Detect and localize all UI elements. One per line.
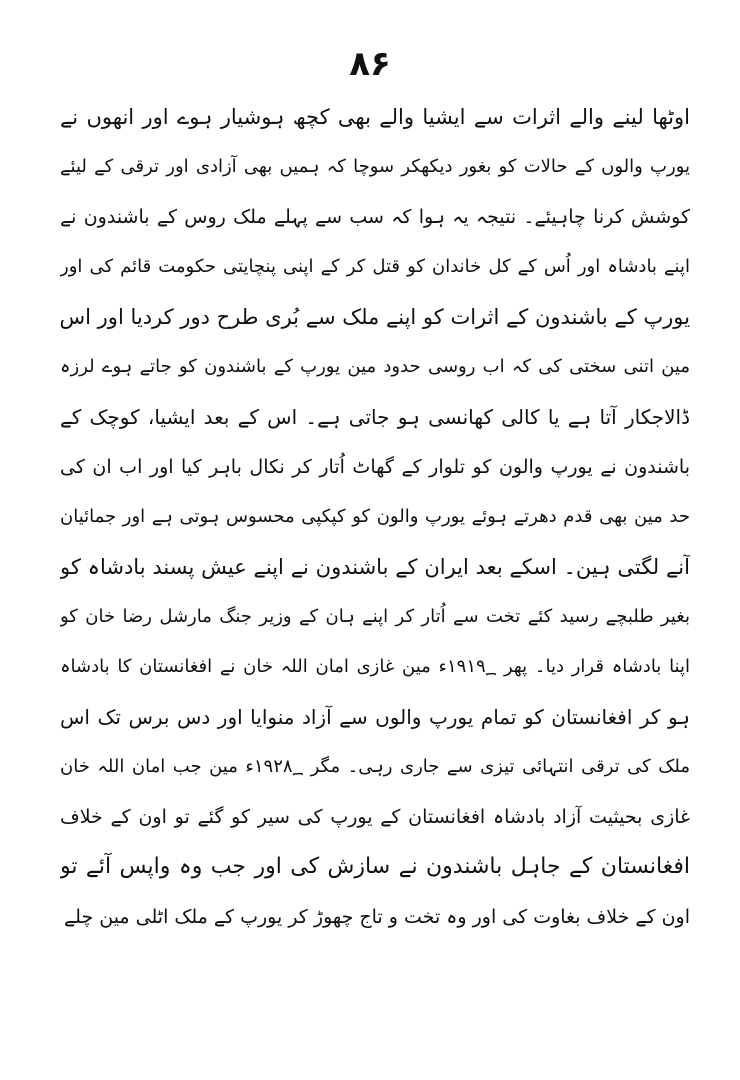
page-number: ۸۶ — [349, 44, 391, 84]
text-line: اپنے بادشاہ اور اُس کے کل خاندان کو قتل کر کے اپنی پنچایتی حکومت قائم کی اور — [60, 256, 690, 277]
text-line: ملک کی ترقی انتہائی تیزی سے جاری رہی۔ مگر ۱۹۲۸؁ء مین جب امان اللہ خان — [60, 756, 690, 777]
text-line: غازی بحیثیت آزاد بادشاہ افغانستان کے یورپ کی سیر کو گئے تو اون کے خلاف — [60, 806, 690, 828]
text-line: بغیر طلبچے رسید کئے تخت سے اُتار کر اپنے ہان کے وزیر جنگ مارشل رضا خان کو — [60, 606, 690, 627]
text-line: حد مین بھی قدم دھرتے ہوئے یورپ والون کو کپکپی محسوس ہوتی ہے اور جمائیان — [60, 506, 690, 527]
text-line: اپنا بادشاہ قرار دیا۔ پھر ۱۹۱۹؁ء مین غازی امان اللہ خان نے افغانستان کا بادشاہ — [60, 656, 690, 677]
text-line: اون کے خلاف بغاوت کی اور وہ تخت و تاج چھوڑ کر یورپ کے ملک اٹلی مین چلے — [64, 906, 690, 928]
page-body-text — [60, 92, 690, 942]
text-line: باشندون نے یورپ والون کو تلوار کے گھاٹ اُتار کر نکال باہر کیا اور اب ان کی — [60, 456, 690, 478]
text-line: یورپ والوں کے حالات کو بغور دیکھکر سوچا کہ ہمیں بھی آزادی اور ترقی کے لیئے — [60, 156, 690, 177]
text-line: ہو کر افغانستان کو تمام یورپ والوں سے آزاد منوایا اور دس برس تک اس — [60, 705, 690, 729]
text-line: آنے لگتی ہین۔ اسکے بعد ایران کے باشندون نے اپنے عیش پسند بادشاہ کو — [60, 555, 690, 579]
text-line: اوٹھا لینے والے اثرات سے ایشیا والے بھی کچھ ہوشیار ہوے اور انھوں نے — [60, 105, 690, 129]
text-line: افغانستان کے جاہل باشندون نے سازش کی اور جب وہ واپس آئے تو — [60, 854, 690, 879]
text-line: کوشش کرنا چاہیئے۔ نتیجہ یہ ہوا کہ سب سے پہلے ملک روس کے باشندون نے — [60, 206, 690, 228]
text-line: ڈالاجکار آتا ہے یا کالی کھانسی ہو جاتی ہے۔ اس کے بعد ایشیا، کوچک کے — [60, 405, 690, 429]
text-line: یورپ کے باشندون کے اثرات کو اپنے ملک سے بُری طرح دور کردیا اور اس — [60, 305, 690, 329]
text-line: مین اتنی سختی کی کہ اب روسی حدود مین یورپ کے باشندون کو جاتے ہوے لرزہ — [60, 356, 690, 377]
